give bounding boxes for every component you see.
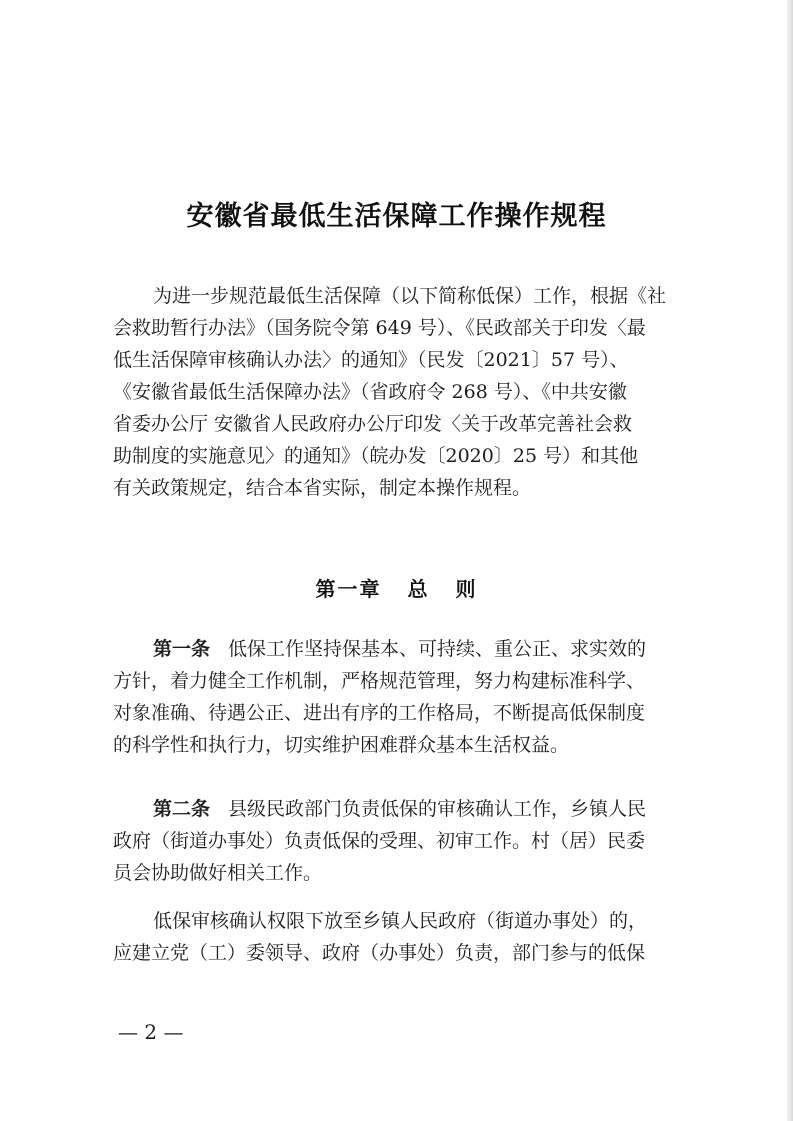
article-line: 的科学性和执行力，切实维护困难群众基本生活权益。 xyxy=(113,734,570,756)
article-line: 员会协助做好相关工作。 xyxy=(113,862,323,884)
preamble-line: 《安徽省最低生活保障办法》（省政府令 268 号）、《中共安徽 xyxy=(113,381,627,403)
article-line: 方针，着力健全工作机制，严格规范管理，努力构建标准科学、 xyxy=(113,670,646,692)
article-line: 政府（街道办事处）负责低保的受理、初审工作。村（居）民委 xyxy=(113,830,646,852)
article-line: 对象准确、待遇公正、进出有序的工作格局，不断提高低保制度 xyxy=(113,702,646,724)
article-2 xyxy=(113,793,693,889)
paragraph-3 xyxy=(113,905,693,969)
preamble-line: 为进一步规范最低生活保障（以下简称低保）工作，根据《社 xyxy=(153,285,667,307)
page-edge xyxy=(787,0,793,1121)
preamble-line: 会救助暂行办法》（国务院令第 649 号）、《民政部关于印发〈最 xyxy=(113,317,646,339)
page-number: — 2 — xyxy=(118,1020,184,1044)
preamble xyxy=(113,280,693,504)
article-label: 第二条 xyxy=(153,798,211,820)
preamble-line: 省委办公厅 安徽省人民政府办公厅印发〈关于改革完善社会救 xyxy=(113,413,633,435)
chapter-name-part: 则 xyxy=(455,577,478,601)
article-line: 县级民政部门负责低保的审核确认工作，乡镇人民 xyxy=(228,798,647,820)
document-title: 安徽省最低生活保障工作操作规程 xyxy=(186,201,607,232)
paragraph-line: 应建立党（工）委领导、政府（办事处）负责，部门参与的低保 xyxy=(113,942,646,964)
paragraph-line: 低保审核确认权限下放至乡镇人民政府（街道办事处）的， xyxy=(153,910,648,932)
chapter-name-part: 总 xyxy=(407,577,430,601)
article-line: 低保工作坚持保基本、可持续、重公正、求实效的 xyxy=(228,638,647,660)
preamble-line: 助制度的实施意见〉的通知》（皖办发〔2020〕25 号）和其他 xyxy=(113,445,639,467)
chapter-number: 第一章 xyxy=(315,577,382,601)
preamble-line: 低生活保障审核确认办法〉的通知》（民发〔2021〕57 号）、 xyxy=(113,349,629,371)
article-label: 第一条 xyxy=(153,638,211,660)
chapter-heading xyxy=(0,573,793,602)
article-1 xyxy=(113,633,693,761)
preamble-line: 有关政策规定，结合本省实际，制定本操作规程。 xyxy=(113,477,532,499)
